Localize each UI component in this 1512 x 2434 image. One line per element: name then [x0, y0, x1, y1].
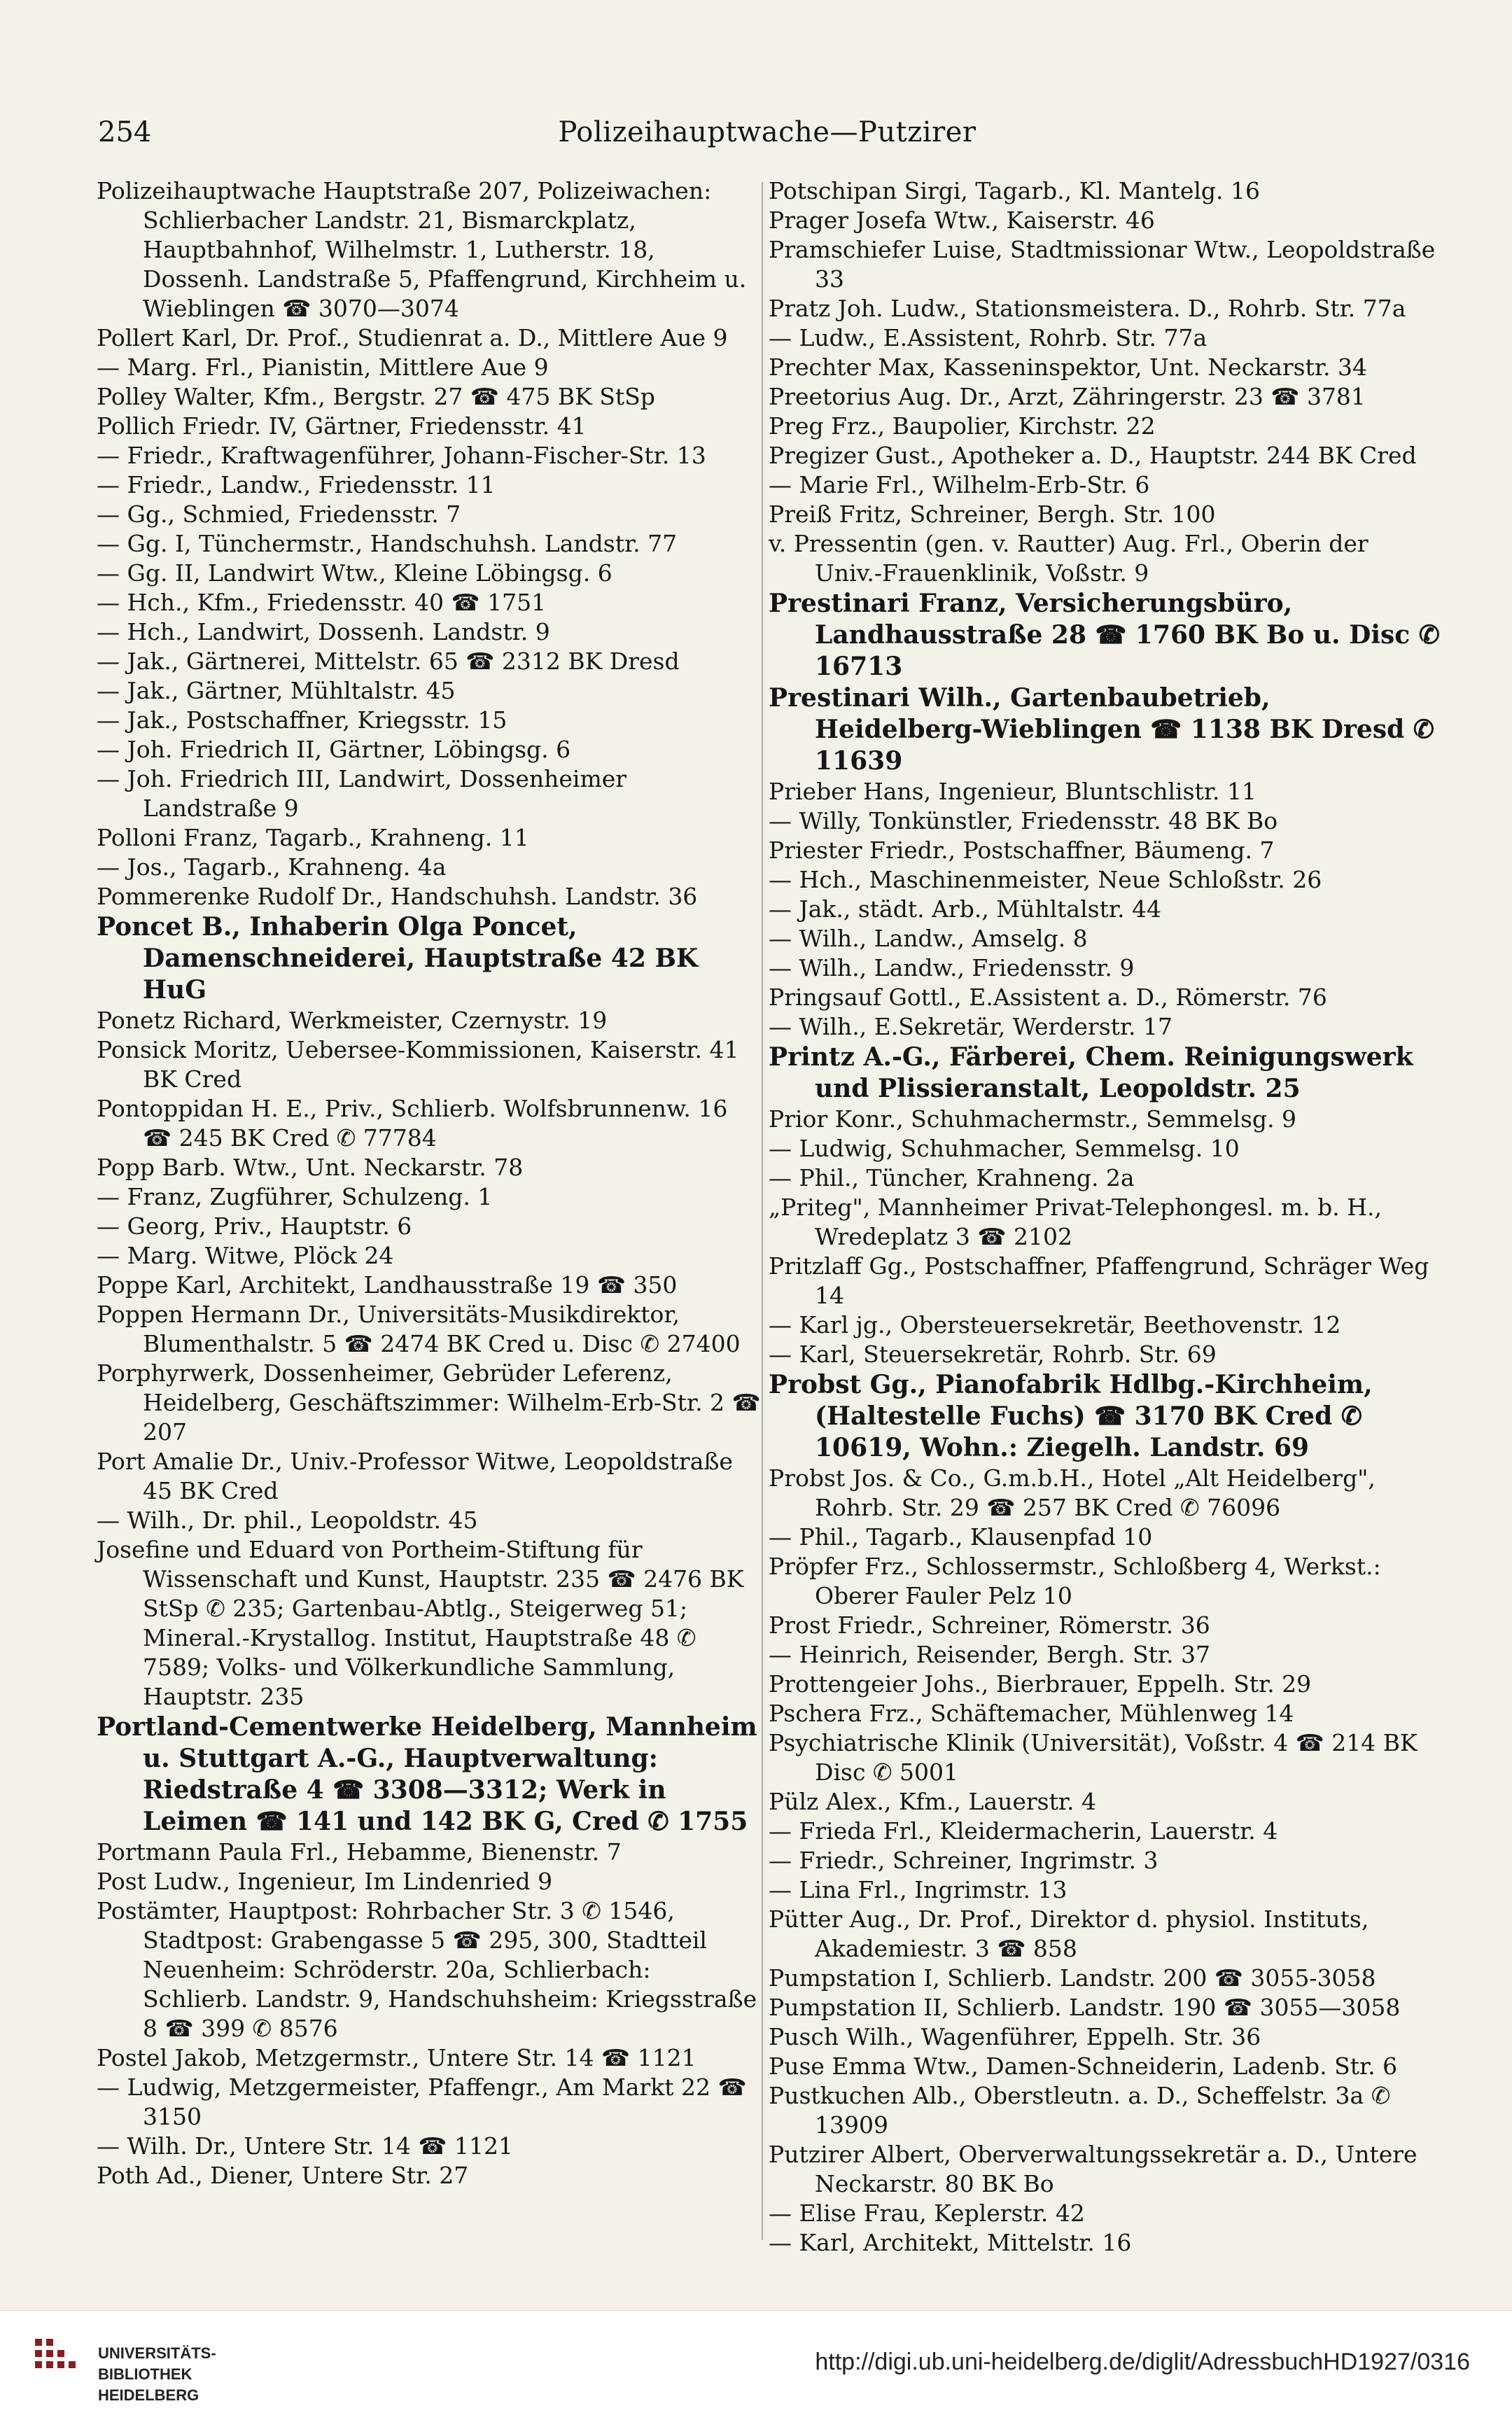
directory-entry: Popp Barb. Wtw., Unt. Neckarstr. 78	[97, 1154, 524, 1181]
directory-entry: — Jak., Gärtnerei, Mittelstr. 65 ☎ 2312 BK Dresd	[97, 648, 680, 675]
page-header	[98, 116, 1436, 158]
directory-entry: Polizeihauptwache Hauptstraße 207, Polizeiwachen: Schlierbacher Landstr. 21, Bismarckplatz, Hauptbahnhof, Wilhelmstr. 1, Lutherstr. 18, Dossenh. Landstraße 5, Pfaffengrund, Kirchheim u. Wieblingen ☎ 3070—3074	[97, 177, 747, 322]
directory-entry: Preg Frz., Baupolier, Kirchstr. 22	[769, 412, 1156, 440]
directory-entry: Prior Konr., Schuhmachermstr., Semmelsg. 9	[769, 1105, 1296, 1133]
directory-entry: „Priteg", Mannheimer Privat-Telephongesl. m. b. H., Wredeplatz 3 ☎ 2102	[769, 1194, 1382, 1250]
directory-entry: Portland-Cementwerke Heidelberg, Mannheim u. Stuttgart A.-G., Hauptverwaltung: Riedstraße 4 ☎ 3308—3312; Werk in Leimen ☎ 141 und 142 BK G, Cred ✆ 1755	[97, 1712, 757, 1836]
directory-entry: — Hch., Landwirt, Dossenh. Landstr. 9	[97, 618, 550, 645]
directory-entry: — Lina Frl., Ingrimstr. 13	[769, 1876, 1068, 1903]
directory-entry: Putzirer Albert, Oberverwaltungssekretär a. D., Untere Neckarstr. 80 BK Bo	[769, 2141, 1418, 2197]
directory-entry: — Wilh. Dr., Untere Str. 14 ☎ 1121	[97, 2132, 513, 2160]
directory-entry: Josefine und Eduard von Portheim-Stiftung für Wissenschaft und Kunst, Hauptstr. 235 ☎ 2476 BK StSp ✆ 235; Gartenbau-Abtlg., Steigerweg 51; Mineral.-Krystallog. Institut, Hauptstraße 48 ✆ 7589; Volks- und Völkerkundliche Sammlung, Hauptstr. 235	[97, 1536, 744, 1710]
directory-entry: Prestinari Wilh., Gartenbaubetrieb, Heidelberg-Wieblingen ☎ 1138 BK Dresd ✆ 11639	[769, 683, 1434, 776]
directory-entry: Prieber Hans, Ingenieur, Bluntschlistr. 11	[769, 778, 1256, 805]
directory-entry: — Ludw., E.Assistent, Rohrb. Str. 77a	[769, 324, 1208, 351]
directory-entry: — Joh. Friedrich III, Landwirt, Dossenheimer Landstraße 9	[97, 765, 627, 822]
directory-entry: — Friedr., Schreiner, Ingrimstr. 3	[769, 1847, 1158, 1874]
directory-entry: — Karl, Steuersekretär, Rohrb. Str. 69	[769, 1341, 1217, 1368]
directory-entry: Porphyrwerk, Dossenheimer, Gebrüder Leferenz, Heidelberg, Geschäftszimmer: Wilhelm-Erb-Str. 2 ☎ 207	[97, 1359, 761, 1446]
directory-entry: Pülz Alex., Kfm., Lauerstr. 4	[769, 1788, 1096, 1815]
directory-entry: Prager Josefa Wtw., Kaiserstr. 46	[769, 207, 1155, 234]
library-logo[interactable]	[28, 2332, 238, 2416]
directory-entry: Probst Jos. & Co., G.m.b.H., Hotel „Alt Heidelberg", Rohrb. Str. 29 ☎ 257 BK Cred ✆ 76096	[769, 1464, 1376, 1521]
page-number: 254	[98, 116, 152, 148]
directory-entry: Pusch Wilh., Wagenführer, Eppelh. Str. 36	[769, 2023, 1261, 2050]
footer-bar	[0, 2310, 1512, 2434]
directory-entry: — Heinrich, Reisender, Bergh. Str. 37	[769, 1641, 1210, 1668]
directory-entry: — Ludwig, Metzgermeister, Pfaffengr., Am Markt 22 ☎ 3150	[97, 2073, 747, 2130]
directory-entry: Post Ludw., Ingenieur, Im Lindenried 9	[97, 1868, 553, 1895]
directory-entry: — Wilh., Landw., Friedensstr. 9	[769, 954, 1135, 981]
directory-entry: — Gg. I, Tünchermstr., Handschuhsh. Landstr. 77	[97, 530, 678, 557]
directory-entry: — Marie Frl., Wilhelm-Erb-Str. 6	[769, 471, 1150, 498]
directory-entry: — Phil., Tagarb., Klausenpfad 10	[769, 1523, 1153, 1551]
directory-entry: Poppe Karl, Architekt, Landhausstraße 19 ☎ 350	[97, 1271, 678, 1299]
directory-entry: Ponsick Moritz, Uebersee-Kommissionen, Kaiserstr. 41 BK Cred	[97, 1036, 739, 1093]
directory-entry: — Marg. Witwe, Plöck 24	[97, 1242, 394, 1269]
directory-entry: v. Pressentin (gen. v. Rautter) Aug. Frl., Oberin der Univ.-Frauenklinik, Voßstr. 9	[769, 530, 1368, 587]
directory-entry: — Willy, Tonkünstler, Friedensstr. 48 BK Bo	[769, 807, 1278, 834]
directory-entry: — Jak., Postschaffner, Kriegsstr. 15	[97, 706, 507, 734]
directory-entry: — Georg, Priv., Hauptstr. 6	[97, 1212, 412, 1240]
directory-entry: Puse Emma Wtw., Damen-Schneiderin, Ladenb. Str. 6	[769, 2052, 1398, 2080]
directory-entry: Pramschiefer Luise, Stadtmissionar Wtw., Leopoldstraße 33	[769, 236, 1436, 293]
directory-entry: Port Amalie Dr., Univ.-Professor Witwe, Leopoldstraße 45 BK Cred	[97, 1448, 733, 1504]
left-column	[97, 176, 762, 2190]
directory-entry: Postel Jakob, Metzgermstr., Untere Str. 14 ☎ 1121	[97, 2044, 696, 2071]
directory-entry: Ponetz Richard, Werkmeister, Czernystr. 19	[97, 1007, 608, 1034]
directory-entry: Pütter Aug., Dr. Prof., Direktor d. physiol. Instituts, Akademiestr. 3 ☎ 858	[769, 1905, 1369, 1962]
directory-entry: — Jos., Tagarb., Krahneng. 4a	[97, 853, 447, 881]
directory-entry: Potschipan Sirgi, Tagarb., Kl. Mantelg. 16	[769, 177, 1260, 204]
directory-entry: Pschera Frz., Schäftemacher, Mühlenweg 14	[769, 1700, 1294, 1727]
directory-entry: — Hch., Kfm., Friedensstr. 40 ☎ 1751	[97, 589, 547, 616]
directory-entry: — Franz, Zugführer, Schulzeng. 1	[97, 1183, 493, 1210]
directory-entry: Prost Friedr., Schreiner, Römerstr. 36	[769, 1611, 1210, 1639]
directory-entry: — Elise Frau, Keplerstr. 42	[769, 2199, 1085, 2227]
directory-entry: Pröpfer Frz., Schlossermstr., Schloßberg 4, Werkst.: Oberer Fauler Pelz 10	[769, 1553, 1381, 1609]
directory-entry: Portmann Paula Frl., Hebamme, Bienenstr. 7	[97, 1838, 622, 1866]
directory-entry: Polley Walter, Kfm., Bergstr. 27 ☎ 475 BK StSp	[97, 383, 655, 410]
directory-entry: — Jak., städt. Arb., Mühltalstr. 44	[769, 895, 1161, 923]
directory-entry: — Marg. Frl., Pianistin, Mittlere Aue 9	[97, 354, 549, 381]
directory-entry: — Hch., Maschinenmeister, Neue Schloßstr. 26	[769, 866, 1322, 893]
directory-entry: Poncet B., Inhaberin Olga Poncet, Damenschneiderei, Hauptstraße 42 BK HuG	[97, 912, 699, 1005]
logo-line-1: UNIVERSITÄTS-	[98, 2344, 216, 2362]
directory-entry: — Ludwig, Schuhmacher, Semmelsg. 10	[769, 1135, 1240, 1162]
directory-entry: Pontoppidan H. E., Priv., Schlierb. Wolfsbrunnenw. 16 ☎ 245 BK Cred ✆ 77784	[97, 1095, 728, 1152]
directory-entry: — Frieda Frl., Kleidermacherin, Lauerstr. 4	[769, 1817, 1278, 1845]
directory-entry: — Friedr., Landw., Friedensstr. 11	[97, 471, 496, 498]
directory-entry: — Karl, Architekt, Mittelstr. 16	[769, 2229, 1132, 2256]
directory-entry: Pratz Joh. Ludw., Stationsmeistera. D., Rohrb. Str. 77a	[769, 295, 1406, 322]
directory-entry: Poppen Hermann Dr., Universitäts-Musikdirektor, Blumenthalstr. 5 ☎ 2474 BK Cred u. Disc ✆ 27400	[97, 1301, 741, 1357]
logo-line-2: BIBLIOTHEK	[98, 2365, 192, 2383]
directory-entry: Postämter, Hauptpost: Rohrbacher Str. 3 ✆ 1546, Stadtpost: Grabengasse 5 ☎ 295, 300, Stadtteil Neuenheim: Schröderstr. 20a, Schlierbach: Schlierb. Landstr. 9, Handschuhsheim: Kriegsstraße 8 ☎ 399 ✆ 8576	[97, 1897, 757, 2042]
directory-entry: — Karl jg., Obersteuersekretär, Beethovenstr. 12	[769, 1311, 1341, 1338]
directory-entry: Preiß Fritz, Schreiner, Bergh. Str. 100	[769, 501, 1216, 528]
directory-entry: Probst Gg., Pianofabrik Hdlbg.-Kirchheim, (Haltestelle Fuchs) ☎ 3170 BK Cred ✆ 10619, Wohn.: Ziegelh. Landstr. 69	[769, 1370, 1373, 1462]
directory-entry: Pollich Friedr. IV, Gärtner, Friedensstr. 41	[97, 412, 587, 440]
directory-entry: Prestinari Franz, Versicherungsbüro, Landhausstraße 28 ☎ 1760 BK Bo u. Disc ✆ 16713	[769, 589, 1440, 681]
directory-entry: — Phil., Tüncher, Krahneng. 2a	[769, 1164, 1135, 1191]
directory-entry: — Joh. Friedrich II, Gärtner, Löbingsg. 6	[97, 736, 571, 763]
directory-entry: Pregizer Gust., Apotheker a. D., Hauptstr. 244 BK Cred	[769, 442, 1417, 469]
directory-entry: Prechter Max, Kasseninspektor, Unt. Neckarstr. 34	[769, 354, 1367, 381]
library-logo-icon	[28, 2332, 84, 2402]
directory-entry: Pollert Karl, Dr. Prof., Studienrat a. D., Mittlere Aue 9	[97, 324, 728, 351]
directory-entry: Prottengeier Johs., Bierbrauer, Eppelh. Str. 29	[769, 1670, 1312, 1698]
directory-entry: Poth Ad., Diener, Untere Str. 27	[97, 2162, 469, 2189]
directory-entry: Pringsauf Gottl., E.Assistent a. D., Römerstr. 76	[769, 984, 1327, 1011]
directory-entry: Preetorius Aug. Dr., Arzt, Zähringerstr. 23 ☎ 3781	[769, 383, 1366, 410]
directory-entry: — Friedr., Kraftwagenführer, Johann-Fischer-Str. 13	[97, 442, 706, 469]
directory-entry: — Wilh., Landw., Amselg. 8	[769, 925, 1088, 952]
directory-entry: — Wilh., Dr. phil., Leopoldstr. 45	[97, 1506, 478, 1534]
directory-entry: Pritzlaff Gg., Postschaffner, Pfaffengrund, Schräger Weg 14	[769, 1252, 1429, 1309]
running-head: Polizeihauptwache—Putzirer	[558, 116, 976, 148]
directory-entry: Polloni Franz, Tagarb., Krahneng. 11	[97, 824, 529, 851]
directory-entry: Pommerenke Rudolf Dr., Handschuhsh. Landstr. 36	[97, 883, 698, 910]
directory-entry: Pumpstation II, Schlierb. Landstr. 190 ☎ 3055—3058	[769, 1994, 1401, 2021]
directory-entry: — Wilh., E.Sekretär, Werderstr. 17	[769, 1013, 1173, 1040]
directory-entry: Pustkuchen Alb., Oberstleutn. a. D., Scheffelstr. 3a ✆ 13909	[769, 2082, 1391, 2139]
source-url-link[interactable]: http://digi.ub.uni-heidelberg.de/diglit/AdressbuchHD1927/0316	[815, 2349, 1470, 2375]
right-column	[769, 176, 1441, 2258]
directory-entry: Printz A.-G., Färberei, Chem. Reinigungswerk und Plissieranstalt, Leopoldstr. 25	[769, 1042, 1413, 1103]
directory-entry: Pumpstation I, Schlierb. Landstr. 200 ☎ 3055-3058	[769, 1964, 1376, 1992]
directory-entry: Psychiatrische Klinik (Universität), Voßstr. 4 ☎ 214 BK Disc ✆ 5001	[769, 1729, 1418, 1786]
directory-entry: — Gg., Schmied, Friedensstr. 7	[97, 501, 461, 528]
directory-entry: — Gg. II, Landwirt Wtw., Kleine Löbingsg. 6	[97, 559, 612, 587]
column-divider	[762, 182, 763, 2240]
directory-entry: — Jak., Gärtner, Mühltalstr. 45	[97, 677, 456, 704]
logo-line-3: HEIDELBERG	[98, 2386, 200, 2404]
directory-entry: Priester Friedr., Postschaffner, Bäumeng. 7	[769, 837, 1275, 864]
